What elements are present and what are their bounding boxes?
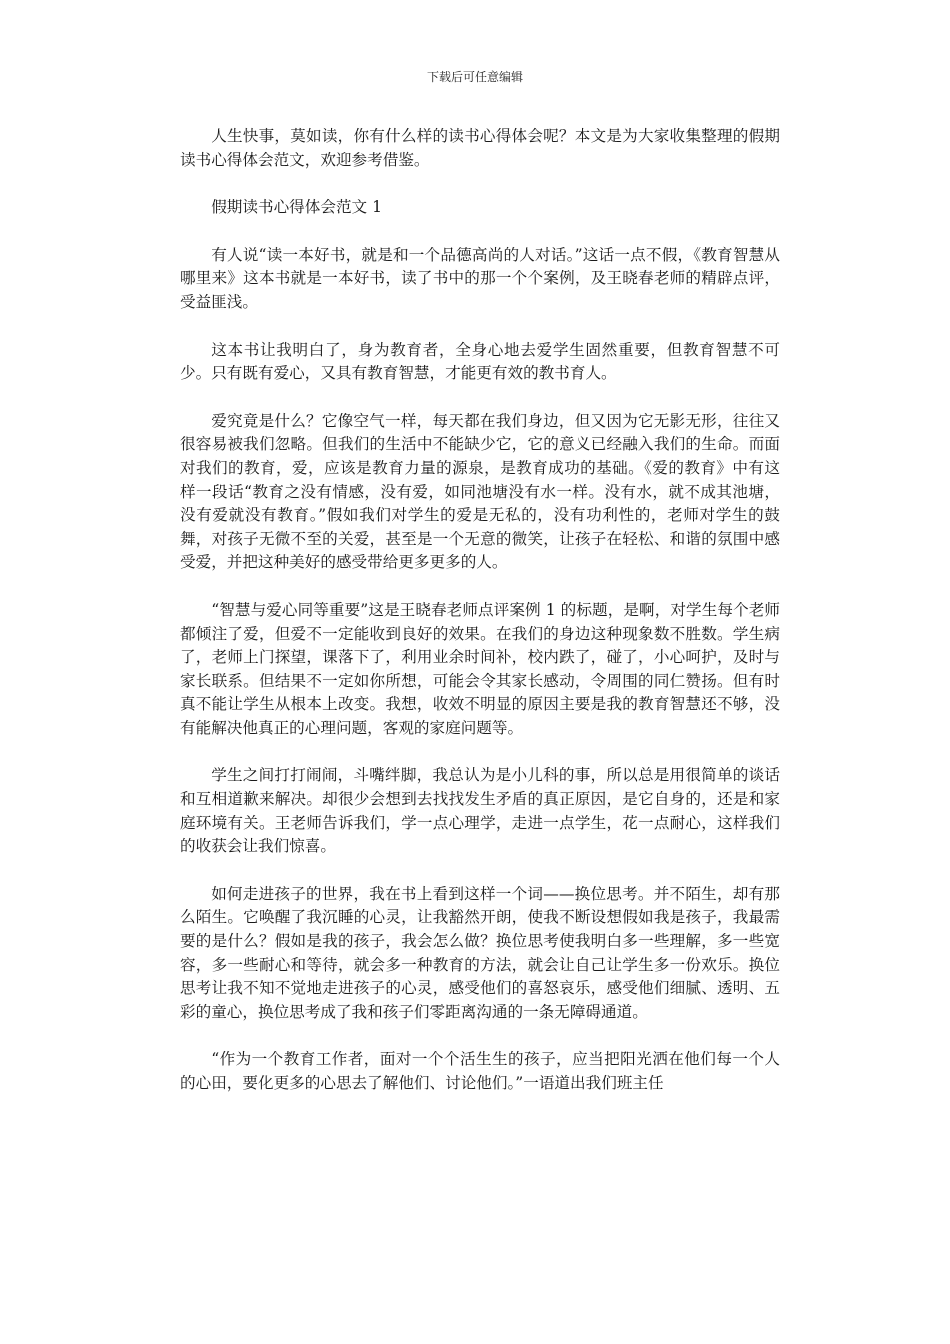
body-paragraph: 爱究竟是什么？它像空气一样，每天都在我们身边，但又因为它无影无形，往往又很容易被我们忽略。但我们的生活中不能缺少它，它的意义已经融入我们的生命。而面对我们的教育，爱，应该是教育力量的源泉，是教育成功的基础。《爱的教育》中有这样一段话“教育之没有情感，没有爱，如同池塘没有水一样。没有水，就不成其池塘，没有爱就没有教育。”假如我们对学生的爱是无私的，没有功利性的，老师对学生的鼓舞，对孩子无微不至的关爱，甚至是一个无意的微笑，让孩子在轻松、和谐的氛围中感受爱，并把这种美好的感受带给更多更多的人。 xyxy=(180,411,780,572)
body-paragraph: 学生之间打打闹闹，斗嘴绊脚，我总认为是小儿科的事，所以总是用很简单的谈话和互相道歉来解决。却很少会想到去找找发生矛盾的真正原因，是它自身的，还是和家庭环境有关。王老师告诉我们，学一点心理学，走进一点学生，花一点耐心，这样我们的收获会让我们惊喜。 xyxy=(180,766,780,856)
header-note: 下载后可任意编辑 xyxy=(426,70,523,84)
document-body xyxy=(180,125,780,1120)
body-paragraph: 这本书让我明白了，身为教育者，全身心地去爱学生固然重要，但教育智慧不可少。只有既有爱心，又具有教育智慧，才能更有效的教书育人。 xyxy=(180,340,780,383)
body-paragraph: “智慧与爱心同等重要”这是王晓春老师点评案例 1 的标题，是啊，对学生每个老师都倾注了爱，但爱不一定能收到良好的效果。在我们的身边这种现象数不胜数。学生病了，老师上门探望，课落下了，利用业余时间补，校内跌了，碰了，小心呵护，及时与家长联系。但结果不一定如你所想，可能会令其家长感动，令周围的同仁赞扬。但有时真不能让学生从根本上改变。我想，收效不明显的原因主要是我的教育智慧还不够，没有能解决他真正的心理问题，客观的家庭问题等。 xyxy=(180,600,780,737)
body-paragraph: “作为一个教育工作者，面对一个个活生生的孩子，应当把阳光洒在他们每一个人的心田，要化更多的心思去了解他们、讨论他们。”一语道出我们班主任 xyxy=(180,1050,780,1092)
section-title: 假期读书心得体会范文 1 xyxy=(211,198,383,217)
body-paragraph: 如何走进孩子的世界，我在书上看到这样一个词——换位思考。并不陌生，却有那么陌生。它唤醒了我沉睡的心灵，让我豁然开朗，使我不断设想假如我是孩子，我最需要的是什么？假如是我的孩子，我会怎么做？换位思考使我明白多一些理解，多一些宽容，多一些耐心和等待，就会多一种教育的方法，就会让自己让学生多一份欢乐。换位思考让我不知不觉地走进孩子的心灵，感受他们的喜怒哀乐，感受他们细腻、透明、五彩的童心，换位思考成了我和孩子们零距离沟通的一条无障碍通道。 xyxy=(180,884,780,1021)
intro-paragraph: 人生快事，莫如读，你有什么样的读书心得体会呢？本文是为大家收集整理的假期读书心得体会范文，欢迎参考借鉴。 xyxy=(180,127,780,169)
body-paragraph: 有人说“读一本好书，就是和一个品德高尚的人对话。”这话一点不假，《教育智慧从哪里来》这本书就是一本好书，读了书中的那一个个案例，及王晓春老师的精辟点评，受益匪浅。 xyxy=(180,245,780,311)
